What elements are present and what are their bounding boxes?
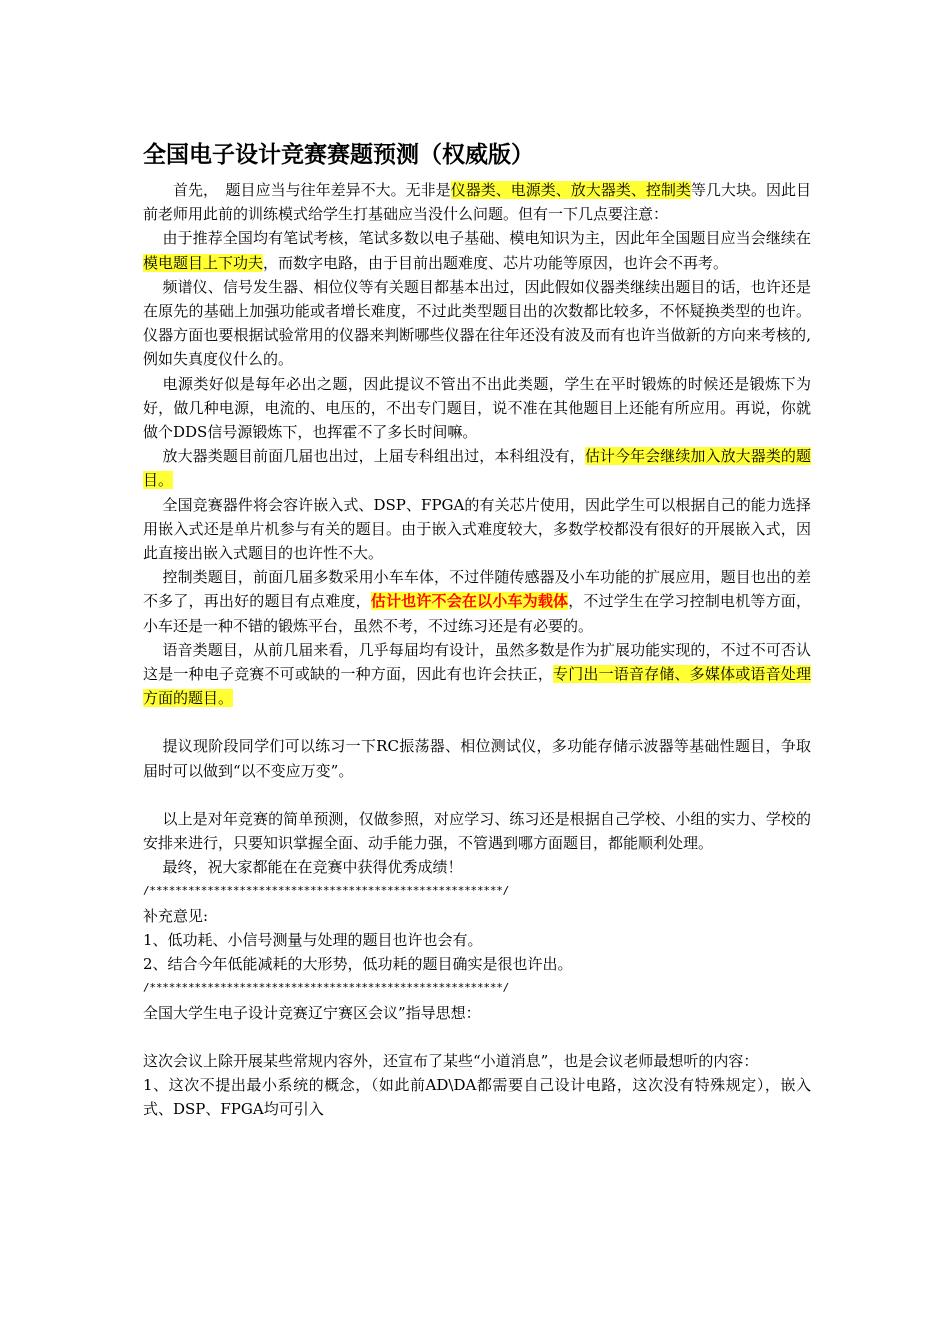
- paragraph-control: [143, 565, 811, 638]
- conference-title: 全国大学生电子设计竞赛辽宁赛区会议”指导思想：: [143, 1003, 481, 1022]
- supplement-title: 补充意见:: [143, 906, 209, 925]
- intro-text-a: 首先， 题目应当与往年差异不大。无非是: [173, 181, 451, 199]
- paragraph-summary: 以上是对年竞赛的简单预测，仅做参照，对应学习、练习还是根据自己学校、小组的实力、学校的安排来进行，只要知识掌握全面、动手能力强，不管遇到哪方面题目，都能顺利处理。: [143, 809, 811, 853]
- document-page: [143, 130, 811, 1121]
- paragraph-intro: [143, 178, 811, 226]
- conference-intro: 这次会议上除开展某些常规内容外，还宣布了某些“小道消息”，也是会议老师最想听的内容：: [143, 1051, 759, 1070]
- blank-line: [143, 710, 811, 734]
- paragraph-amplifier: [143, 444, 811, 492]
- separator-line: /*******************************************************/: [143, 884, 510, 898]
- paragraph-embedded: 全国竞赛器件将会容许嵌入式、DSP、FPGA的有关芯片使用，因此学生可以根据自己的能力选择用嵌入式还是单片机参与有关的题目。由于嵌入式难度较大，多数学校都没有很好的开展嵌入式，因此直接出嵌入式题目的也许性不大。: [143, 495, 811, 563]
- document-title: 全国电子设计竞赛赛题预测（权威版）: [143, 142, 534, 168]
- supplement-item-1: 1、低功耗、小信号测量与处理的题目也许也会有。: [143, 930, 483, 949]
- paragraph-written-exam: [143, 226, 811, 274]
- written-exam-text-a: 由于推荐全国均有笔试考核，笔试多数以电子基础、模电知识为主，因此年全国题目应当会继续在: [162, 229, 811, 248]
- highlight-analog: 模电题目上下功夫: [143, 253, 264, 272]
- amplifier-text-a: 放大器类题目前面几届也出过，上届专科组出过，本科组没有，: [162, 447, 585, 466]
- control-text-a: 控制类题目，前面几届多数采用小车车体，不过伴随传感器及小车功能的扩展应用，题目也出的差不多了，再出好的题目有点难度，: [143, 568, 811, 611]
- control-text-b: ，不过学生在学习控制电机等方面，小车还是一种不错的锻炼平台，虽然不考，不过练习还是有必要的。: [143, 592, 811, 635]
- paragraph-suggestion: 提议现阶段同学们可以练习一下RC振荡器、相位测试仪，多功能存储示波器等基础性题目，争取届时可以做到“以不变应万变”。: [143, 737, 811, 780]
- blank-line: [143, 1025, 811, 1049]
- paragraph-power: 电源类好似是每年必出之题，因此提议不管出不出此类题，学生在平时锻炼的时候还是锻炼下为好，做几种电源，电流的、电压的，不出专门题目，说不准在其他题目上还能有所应用。再说，你就做个DDS信号源锻炼下，也挥霍不了多长时间嘛。: [143, 374, 811, 442]
- paragraph-closing: 最终，祝大家都能在在竞赛中获得优秀成绩！: [162, 858, 463, 877]
- supplement-item-2: 2、结合今年低能减耗的大形势，低功耗的题目确实是很也许出。: [143, 955, 573, 974]
- written-exam-text-b: ，而数字电路，由于目前出题难度、芯片功能等原因，也许会不再考。: [263, 253, 729, 272]
- highlight-categories: 仪器类、电源类、放大器类、控制类: [450, 181, 691, 199]
- conference-item-1: 1、这次不提出最小系统的概念，（如此前AD\DA都需要自己设计电路，这次没有特殊规定），嵌入式、DSP、FPGA均可引入: [143, 1075, 811, 1119]
- highlight-car: 估计也许不会在以小车为载体: [370, 592, 569, 611]
- voice-text-a: 语音类题目，从前几届来看，几乎每届均有设计，虽然多数是作为扩展功能实现的，不过不可否认这是一种电子竞赛不可或缺的一种方面，因此有也许会扶正，: [143, 640, 811, 684]
- highlight-voice: 专门出一语音存储、多媒体或语音处理方面的题目。: [143, 665, 811, 708]
- blank-line: [143, 783, 811, 807]
- intro-text-b: 等几大块。因此目前老师用此前的训练模式给学生打基础应当没什么问题。但有一下几点要注意：: [143, 181, 811, 224]
- highlight-amplifier: 估计今年会继续加入放大器类的题目。: [143, 447, 811, 490]
- paragraph-voice: [143, 638, 811, 711]
- separator-line: /*******************************************************/: [143, 981, 510, 995]
- paragraph-instruments: 频谱仪、信号发生器、相位仪等有关题目都基本出过，因此假如仪器类继续出题目的话，也许还是在原先的基础上加强功能或者增长难度，不过此类型题目出的次数都比较多，不怀疑换类型的也许。仪器方面也要根据试验常用的仪器来判断哪些仪器在往年还没有波及而有也许当做新的方向来考核的,例如失真度仪什么的。: [143, 277, 811, 369]
